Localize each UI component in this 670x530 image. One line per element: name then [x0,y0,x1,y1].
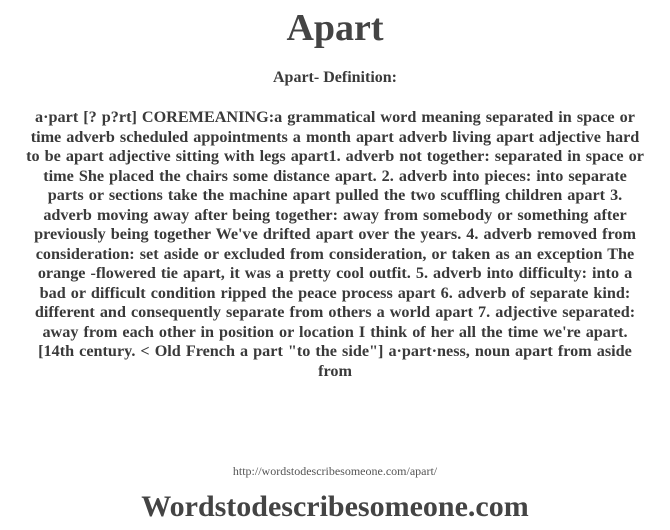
source-url: http://wordstodescribesomeone.com/apart/ [232,464,438,478]
site-brand: Wordstodescribesomeone.com [141,490,529,523]
page-title: Apart [286,7,384,49]
definition-text: a·part [? p?rt] COREMEANING:a grammatical word meaning separated in space or time adverb scheduled appointments a month apart adverb living apart adjective hard to be apart adjective sitting with legs apart1. adverb not together: separated in space or time She placed the chairs some distance apart. 2. adverb into pieces: into separate parts or sections take the machine apart pulled the two scuffling children apart 3. adverb moving away after being together: away from somebody or something after previously being together We've drifted apart over the years. 4. adverb removed from consideration: set aside or excluded from consideration, or taken as an exception The orange -flowered tie apart, it was a pretty cool outfit. 5. adverb into difficulty: into a bad or difficult condition ripped the peace process apart 6. adverb of separate kind: different and consequently separate from others a world apart 7. adjective separated: away from each other in position or location I think of her all the time we're apart. [14th century. < Old French a part "to the side"] a·part·ness, noun apart from aside from [26,108,644,380]
definition-heading: Apart- Definition: [273,69,397,86]
